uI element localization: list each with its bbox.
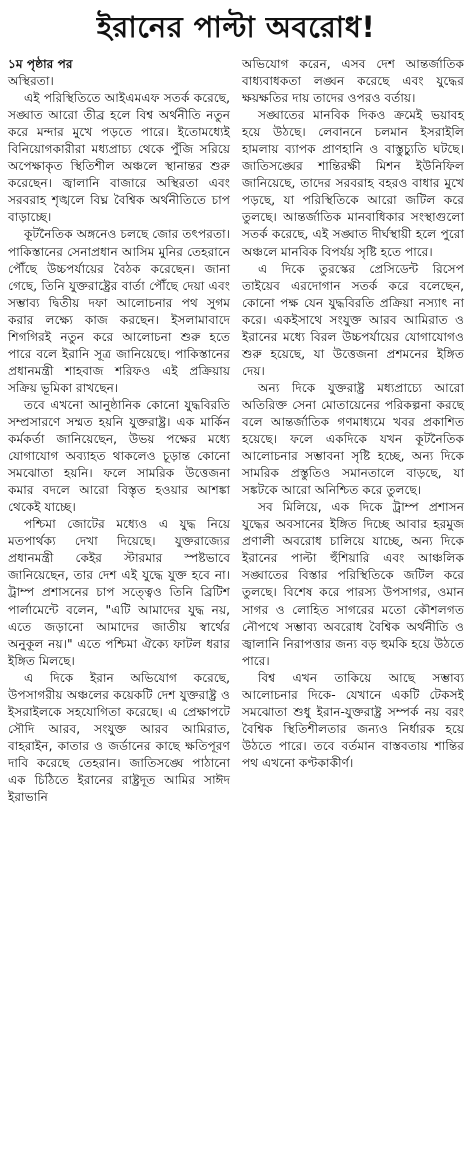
paragraph: তবে এখনো আনুষ্ঠানিক কোনো যুদ্ধবিরতি সম্প্রসারণে সম্মত হয়নি যুক্তরাষ্ট্র। এক মার্কিন কর্মকর্তা জানিয়েছেন, উভয় পক্ষের মধ্যে যোগাযোগ অব্যাহত থাকলেও চূড়ান্ত কোনো সমঝোতা হয়নি। ফলে সামরিক উত্তেজনা কমার বদলে আরো বিস্তৃত হওয়ার আশঙ্কা থেকেই যাচ্ছে।	[8, 397, 230, 515]
paragraph: সব মিলিয়ে, এক দিকে ট্রাম্প প্রশাসন যুদ্ধের অবসানের ইঙ্গিত দিচ্ছে আবার হরমুজ প্রণালী অবরোধ চালিয়ে যাচ্ছে, অন্য দিকে ইরানের পাল্টা হুঁশিয়ারি এবং আঞ্চলিক সঙ্ঘাতের বিস্তার পরিস্থিতিকে জটিল করে তুলছে। বিশেষ করে পারস্য উপসাগর, ওমান সাগর ও লোহিত সাগরের মতো কৌশলগত নৌপথে সম্ভাব্য অবরোধ বৈশ্বিক অর্থনীতি ও জ্বালানি নিরাপত্তার জন্য বড় হুমকি হয়ে উঠতে পারে।	[242, 500, 464, 668]
right-column	[242, 56, 464, 806]
paragraph: সঙ্ঘাতের মানবিক দিকও ক্রমেই ভয়াবহ হয়ে উঠছে। লেবাননে চলমান ইসরাইলি হামলায় ব্যাপক প্রাণহানি ও বাস্তুচ্যুতি ঘটছে। জাতিসঙ্ঘের শান্তিরক্ষী মিশন ইউনিফিল জানিয়েছে, তাদের সরবরাহ বহরও বাধার মুখে পড়ছে, যা পরিস্থিতিকে আরো জটিল করে তুলছে। আন্তর্জাতিক মানবাধিকার সংস্থাগুলো সতর্ক করেছে, এই সঙ্ঘাত দীর্ঘস্থায়ী হলে পুরো অঞ্চলে মানবিক বিপর্যয় সৃষ্টি হতে পারে।	[242, 108, 464, 259]
paragraph: অস্থিরতা।	[8, 74, 54, 89]
left-column	[8, 56, 230, 806]
paragraph: বিশ্ব এখন তাকিয়ে আছে সম্ভাব্য আলোচনার দিকে- যেখানে একটি টেকসই সমঝোতা শুধু ইরান-যুক্তরাষ্ট্র সম্পর্ক নয় বরং বৈশ্বিক স্থিতিশীলতার জন্যও নির্ধারক হয়ে উঠতে পারে। তবে বর্তমান বাস্তবতায় শান্তির পথ এখনো কণ্টকাকীর্ণ।	[242, 670, 464, 770]
paragraph: কূটনৈতিক অঙ্গনেও চলছে জোর তৎপরতা। পাকিস্তানের সেনাপ্রধান আসিম মুনির তেহরানে পৌঁছে উচ্চপর্যায়ের বৈঠক করেছেন। জানা গেছে, তিনি যুক্তরাষ্ট্রের বার্তা পৌঁছে দেয়া এবং সম্ভাব্য দ্বিতীয় দফা আলোচনার পথ সুগম করার লক্ষ্যে কাজ করছেন। ইসলামাবাদে শিগগিরই নতুন করে আলোচনা শুরু হতে পারে বলে ইরানি সূত্র জানিয়েছে। পাকিস্তানের প্রধানমন্ত্রী শাহবাজ শরিফও এই প্রক্রিয়ায় সক্রিয় ভূমিকা রাখছেন।	[8, 227, 230, 395]
paragraph: এ দিকে তুরস্কের প্রেসিডেন্ট রিসেপ তাইয়েব এরদোগান সতর্ক করে বলেছেন, কোনো পক্ষ যেন যুদ্ধবিরতি প্রক্রিয়া নস্যাৎ না করে। একইসাথে সংযুক্ত আরব আমিরাত ও ইরানের মধ্যে বিরল উচ্চপর্যায়ের যোগাযোগও শুরু হয়েছে, যা উত্তেজনা প্রশমনের ইঙ্গিত দেয়।	[242, 261, 464, 378]
continued-from: ১ম পৃষ্ঠার পর	[8, 57, 73, 71]
paragraph: এ দিকে ইরান অভিযোগ করেছে, উপসাগরীয় অঞ্চলের কয়েকটি দেশ যুক্তরাষ্ট্র ও ইসরাইলকে সহযোগিতা করেছে। এ প্রেক্ষাপটে সৌদি আরব, সংযুক্ত আরব আমিরাত, বাহরাইন, কাতার ও জর্ডানের কাছে ক্ষতিপূরণ দাবি করেছে তেহরান। জাতিসঙ্ঘে পাঠানো এক চিঠিতে ইরানের রাষ্ট্রদূত আমির সাঈদ ইরাভানি	[8, 670, 230, 805]
paragraph: পশ্চিমা জোটের মধ্যেও এ যুদ্ধ নিয়ে মতপার্থক্য দেখা দিয়েছে। যুক্তরাজ্যের প্রধানমন্ত্রী কেইর স্টারমার স্পষ্টভাবে জানিয়েছেন, তার দেশ এই যুদ্ধে যুক্ত হবে না। ট্রাম্প প্রশাসনের চাপ সত্ত্বেও তিনি ব্রিটিশ পার্লামেন্টে বলেন, "এটি আমাদের যুদ্ধ নয়, এতে জড়ানো আমাদের জাতীয় স্বার্থের অনুকূল নয়।" এতে পশ্চিমা ঐক্যে ফাটল ধরার ইঙ্গিত মিলছে।	[8, 517, 230, 668]
paragraph: অভিযোগ করেন, এসব দেশ আন্তর্জাতিক বাধ্যবাধকতা লঙ্ঘন করেছে এবং যুদ্ধের ক্ষয়ক্ষতির দায় তাদের ওপরও বর্তায়।	[242, 57, 464, 106]
continued-label	[8, 56, 230, 73]
paragraph: এই পরিস্থিতিতে আইএমএফ সতর্ক করেছে, সঙ্ঘাত আরো তীব্র হলে বিশ্ব অর্থনীতি নতুন করে মন্দার মুখে পড়তে পারে। ইতোমধ্যেই বিনিয়োগকারীরা মধ্যপ্রাচ্য থেকে পুঁজি সরিয়ে অপেক্ষাকৃত স্থিতিশীল অঞ্চলে স্থানান্তর শুরু করেছেন। জ্বালানি বাজারে অস্থিরতা এবং সরবরাহ শৃঙ্খলে বিঘ্ন বৈশ্বিক অর্থনীতিতে চাপ বাড়াচ্ছে।	[8, 91, 230, 225]
article-body	[8, 56, 464, 806]
headline: ইরানের পাল্টা অবরোধ!	[96, 10, 376, 44]
paragraph: অন্য দিকে যুক্তরাষ্ট্র মধ্যপ্রাচ্যে আরো অতিরিক্ত সেনা মোতায়েনের পরিকল্পনা করছে বলে আন্তর্জাতিক গণমাধ্যমে খবর প্রকাশিত হয়েছে। ফলে একদিকে যখন কূটনৈতিক আলোচনার সম্ভাবনা সৃষ্টি হচ্ছে, অন্য দিকে সামরিক প্রস্তুতিও সমানতালে বাড়ছে, যা সঙ্কটকে আরো অনিশ্চিত করে তুলছে।	[242, 380, 464, 498]
